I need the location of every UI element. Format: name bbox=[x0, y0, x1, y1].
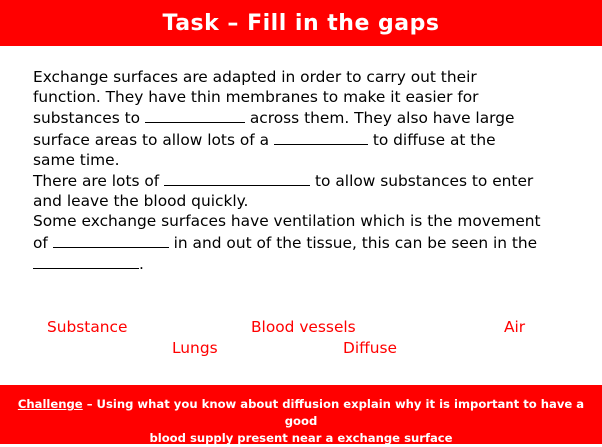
paragraph-line-9 bbox=[33, 232, 573, 253]
paragraph-line-5: same time. bbox=[33, 150, 120, 169]
challenge-line-1 bbox=[0, 396, 602, 430]
word-bank-lungs: Lungs bbox=[172, 339, 218, 357]
challenge-label: Challenge bbox=[17, 397, 83, 411]
title-banner bbox=[0, 0, 602, 46]
challenge-text: – Using what you know about diffusion explain why it is important to have a good bbox=[82, 397, 585, 428]
answer-blank-1[interactable] bbox=[145, 107, 245, 123]
gap-fill-paragraph bbox=[33, 67, 573, 274]
paragraph-text: in and out of the tissue, this can be seen in the bbox=[168, 233, 538, 252]
word-bank-diffuse: Diffuse bbox=[343, 339, 397, 357]
answer-blank-2[interactable] bbox=[274, 129, 368, 145]
paragraph-line-1: Exchange surfaces are adapted in order to carry out their bbox=[33, 68, 477, 86]
paragraph-line-4 bbox=[33, 129, 573, 150]
answer-blank-5[interactable] bbox=[33, 253, 139, 269]
answer-blank-3[interactable] bbox=[164, 170, 310, 186]
paragraph-text: of bbox=[33, 233, 53, 252]
paragraph-line-7: and leave the blood quickly. bbox=[33, 192, 249, 211]
paragraph-text: to allow substances to enter bbox=[310, 172, 534, 191]
paragraph-line-8: Some exchange surfaces have ventilation which is the movement bbox=[33, 212, 541, 231]
word-bank-substance: Substance bbox=[47, 318, 128, 336]
word-bank-blood-vessels: Blood vessels bbox=[251, 318, 356, 336]
paragraph-text: . bbox=[139, 254, 144, 273]
answer-blank-4[interactable] bbox=[53, 232, 169, 248]
paragraph-text: substances to bbox=[33, 109, 145, 128]
page-title: Task – Fill in the gaps bbox=[162, 10, 440, 36]
word-bank-air: Air bbox=[504, 318, 526, 336]
paragraph-line-6 bbox=[33, 170, 573, 191]
paragraph-line-3 bbox=[33, 107, 573, 128]
paragraph-line-2: function. They have thin membranes to make it easier for bbox=[33, 88, 479, 107]
paragraph-line-10 bbox=[33, 253, 573, 274]
paragraph-text: across them. They also have large bbox=[244, 109, 515, 128]
paragraph-text: There are lots of bbox=[33, 172, 165, 191]
challenge-line-2: blood supply present near a exchange surface bbox=[149, 431, 453, 445]
paragraph-text: surface areas to allow lots of a bbox=[33, 130, 274, 149]
challenge-banner bbox=[0, 385, 602, 444]
paragraph-text: to diffuse at the bbox=[367, 130, 496, 149]
